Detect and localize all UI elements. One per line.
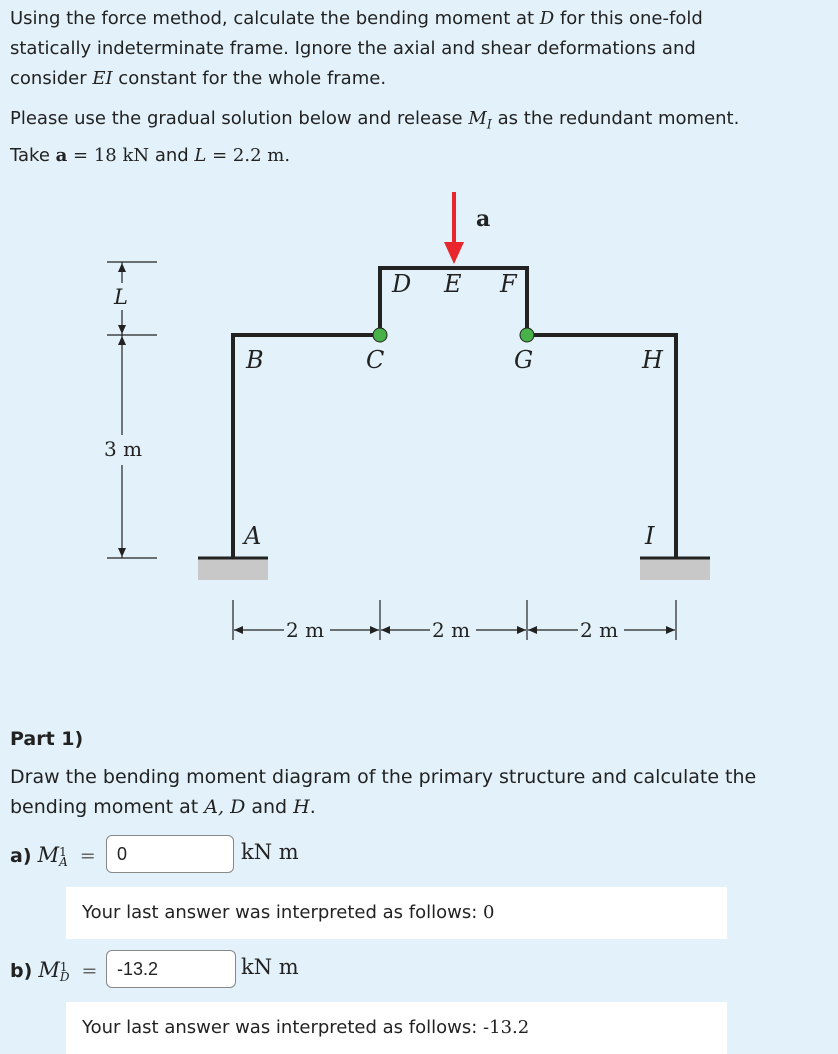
frame-diagram	[0, 180, 838, 680]
support-right	[640, 558, 710, 580]
answer-a-feedback	[66, 887, 727, 939]
intro-text: statically indeterminate frame. Ignore the axial and shear deformations and	[10, 38, 696, 59]
frame	[233, 268, 676, 558]
problem-statement	[10, 4, 703, 94]
feedback-value: -13.2	[483, 1017, 530, 1038]
var-a: a	[55, 144, 68, 166]
load-label: a	[476, 206, 491, 232]
node-C: C	[366, 346, 385, 374]
node-H: H	[642, 346, 663, 374]
instruction-text: as the redundant moment.	[491, 108, 740, 129]
intro-text: consider	[10, 68, 93, 89]
hinge-G	[520, 328, 534, 342]
question-a-equals: =	[79, 845, 96, 867]
part-desc-text: and	[245, 796, 294, 818]
instruction-text: Please use the gradual solution below and release	[10, 108, 469, 129]
node-E: E	[444, 270, 462, 298]
var-M: M	[468, 108, 487, 129]
node-D: D	[392, 270, 412, 298]
feedback-value: 0	[483, 902, 495, 923]
instruction	[10, 104, 739, 171]
load-arrow-head	[444, 242, 464, 264]
question-a-label	[10, 840, 96, 871]
answer-a-input[interactable]	[106, 835, 234, 873]
answer-b-input[interactable]	[106, 950, 236, 988]
part-desc-text: bending moment at	[10, 796, 205, 818]
intro-text: Using the force method, calculate the bending moment at	[10, 8, 540, 29]
dim-span-1: 2 m	[286, 618, 325, 642]
dim-height: 3 m	[104, 437, 143, 461]
question-b-var: M	[38, 958, 60, 982]
answer-b-feedback	[66, 1002, 727, 1054]
node-I: I	[645, 522, 655, 550]
question-a-letter: a)	[10, 845, 32, 867]
value-a: = 18 kN	[67, 144, 150, 166]
var-D: D	[539, 8, 555, 29]
question-a-var: M	[37, 843, 60, 867]
dim-span-3: 2 m	[580, 618, 619, 642]
node-G: G	[514, 346, 534, 374]
question-b-sub: D	[59, 969, 70, 984]
instruction-text: Take	[10, 144, 56, 166]
part-description	[10, 762, 756, 822]
answer-a-unit: kN m	[241, 840, 299, 864]
node-F: F	[500, 270, 517, 298]
var-M-sub: I	[486, 117, 492, 133]
question-b-letter: b)	[10, 960, 33, 982]
part-desc-text: .	[309, 796, 316, 818]
var-EI: EI	[92, 68, 113, 89]
intro-text: for this one-fold	[554, 8, 703, 29]
dim-L: L	[114, 285, 128, 309]
dim-span-2: 2 m	[432, 618, 471, 642]
hinge-C	[373, 328, 387, 342]
instruction-text: and	[149, 144, 195, 166]
var-L: L	[194, 144, 207, 166]
part-desc-text: Draw the bending moment diagram of the primary structure and calculate the	[10, 766, 757, 788]
question-b-label	[10, 955, 97, 986]
support-left	[198, 558, 268, 580]
question-a-sub: A	[59, 854, 68, 869]
part-desc-vars: A, D	[204, 796, 246, 818]
value-L: = 2.2 m.	[206, 144, 291, 166]
part-desc-var-H: H	[293, 796, 310, 818]
intro-text: constant for the whole frame.	[112, 68, 387, 89]
part-title: Part 1)	[10, 728, 84, 750]
feedback-text: Your last answer was interpreted as follows:	[82, 902, 484, 923]
feedback-text: Your last answer was interpreted as follows:	[82, 1017, 484, 1038]
question-b-equals: =	[81, 960, 98, 982]
node-A: A	[244, 522, 262, 550]
answer-b-unit: kN m	[241, 955, 299, 979]
question-a-sup: 1	[59, 844, 67, 859]
node-B: B	[246, 346, 264, 374]
question-b-sup: 1	[59, 959, 68, 974]
